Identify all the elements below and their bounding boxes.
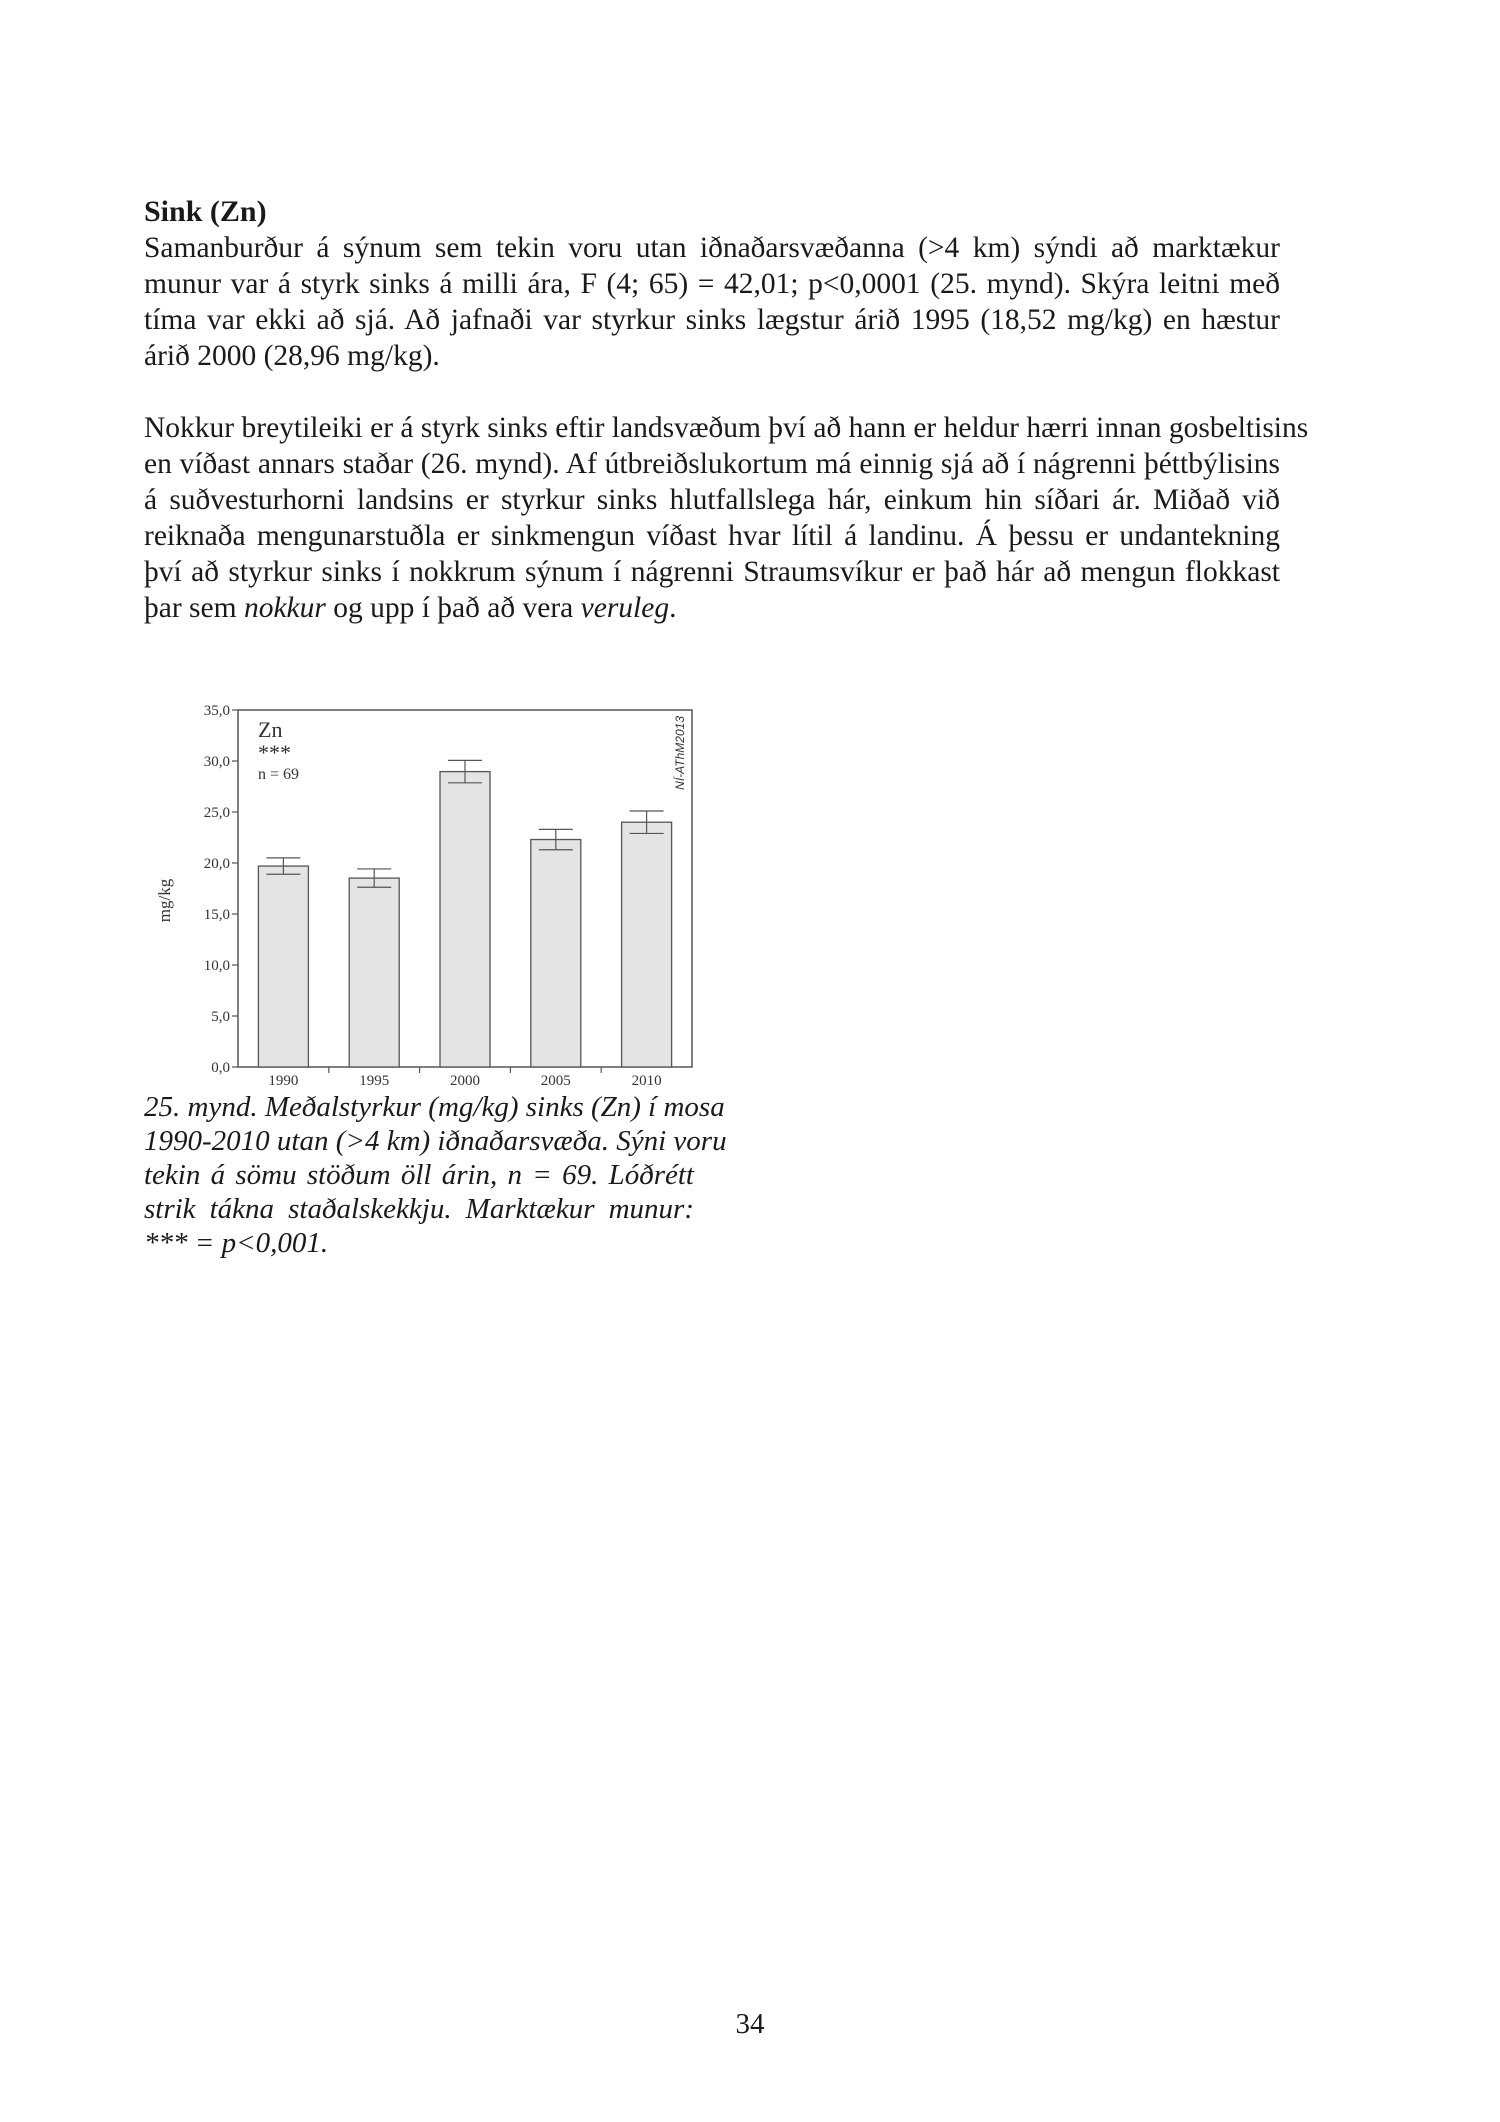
paragraph-2 — [144, 410, 1309, 626]
y-tick-label: 35,0 — [203, 703, 230, 719]
x-tick-label: 2000 — [450, 1073, 480, 1089]
caption-line: 25. mynd. Meðalstyrkur (mg/kg) sinks (Zn) í mosa — [144, 1091, 725, 1123]
bar-1995 — [349, 878, 399, 1067]
y-tick-label: 10,0 — [203, 958, 230, 974]
paragraph-line: árið 2000 (28,96 mg/kg). — [144, 340, 440, 372]
watermark-label: NÍ-AThM2013 — [673, 716, 687, 790]
paragraph-line: því að styrkur sinks í nokkrum sýnum í nágrenni Straumsvíkur er það hár að mengun flokkast — [144, 556, 1280, 588]
paragraph-last-line — [144, 590, 1280, 626]
bar-chart — [140, 690, 710, 1090]
bar-1990 — [258, 866, 308, 1067]
y-tick-label: 0,0 — [211, 1060, 230, 1076]
paragraph-line: munur var á styrk sinks á milli ára, F (4; 65) = 42,01; p<0,0001 (25. mynd). Skýra leitni með — [144, 268, 1280, 300]
text-run: og upp í það að vera — [325, 592, 581, 624]
paragraph-line: tíma var ekki að sjá. Að jafnaði var styrkur sinks lægstur árið 1995 (18,52 mg/kg) en hæstur — [144, 304, 1280, 336]
figure-caption — [144, 1090, 727, 1260]
y-tick-label: 30,0 — [203, 754, 230, 770]
paragraph-line: Nokkur breytileiki er á styrk sinks eftir landsvæðum því að hann er heldur hærri innan gosbeltisins — [144, 412, 1309, 444]
y-tick-label: 5,0 — [211, 1009, 230, 1025]
emphasis-nokkur: nokkur — [243, 592, 326, 624]
y-axis-label: mg/kg — [155, 878, 174, 923]
y-tick-label: 20,0 — [203, 856, 230, 872]
paragraph-line: en víðast annars staðar (26. mynd). Af útbreiðslukortum má einnig sjá að í nágrenni þéttbýlisins — [144, 448, 1280, 480]
annotation-significance: *** — [258, 740, 291, 765]
figure-zn-chart — [140, 690, 710, 1090]
x-tick-label: 1995 — [359, 1073, 390, 1089]
paragraph-1 — [144, 230, 1280, 374]
page-number: 34 — [735, 2008, 765, 2040]
x-tick-label: 2010 — [631, 1073, 662, 1089]
emphasis-veruleg: veruleg — [580, 592, 670, 624]
x-tick-label: 1990 — [268, 1073, 299, 1089]
y-tick-label: 15,0 — [203, 907, 230, 923]
annotation-n: n = 69 — [258, 766, 300, 783]
section-heading: Sink (Zn) — [144, 195, 267, 228]
bar-2010 — [622, 822, 672, 1067]
paragraph-line: á suðvesturhorni landsins er styrkur sinks hlutfallslega hár, einkum hin síðari ár. Miðað við — [144, 484, 1280, 516]
annotation-element: Zn — [258, 717, 283, 742]
caption-line: *** = p<0,001. — [144, 1227, 329, 1259]
x-tick-label: 2005 — [540, 1073, 571, 1089]
caption-line: tekin á sömu stöðum öll árin, n = 69. Lóðrétt — [144, 1159, 694, 1191]
paragraph-line: Samanburður á sýnum sem tekin voru utan iðnaðarsvæðanna (>4 km) sýndi að marktækur — [144, 232, 1280, 264]
text-run: . — [669, 592, 677, 624]
caption-line: strik tákna staðalskekkju. Marktækur munur: — [144, 1193, 694, 1225]
bar-2000 — [440, 772, 490, 1067]
text-run: þar sem — [144, 592, 244, 624]
paragraph-line: reiknaða mengunarstuðla er sinkmengun víðast hvar lítil á landinu. Á þessu er undantekning — [144, 520, 1280, 552]
caption-line: 1990-2010 utan (>4 km) iðnaðarsvæða. Sýni voru — [144, 1125, 727, 1157]
y-tick-label: 25,0 — [203, 805, 230, 821]
bar-2005 — [531, 840, 581, 1067]
